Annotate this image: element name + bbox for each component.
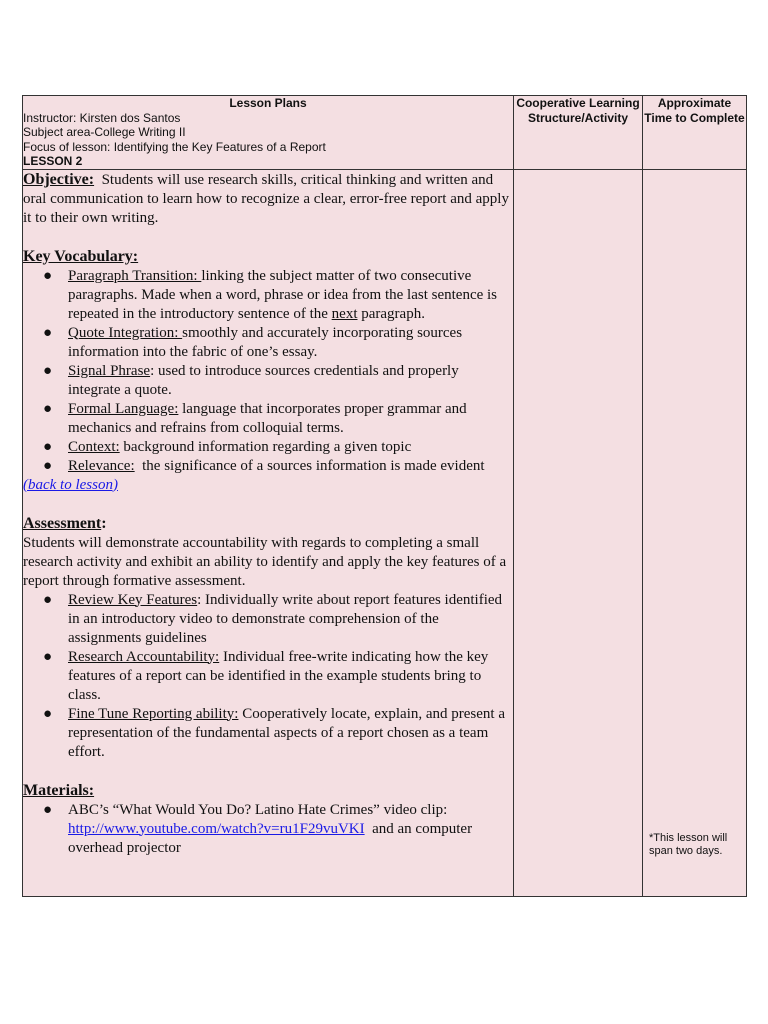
materials-heading: Materials: [23, 781, 95, 799]
objective-text: Students will use research skills, critical thinking and written and oral communication to learn how to recognize a clear, error-free report and apply it to their own writing. [23, 171, 509, 226]
lesson-duration-note: *This lesson will span two days. [649, 831, 728, 857]
header-main-cell [23, 96, 514, 170]
materials-list [23, 801, 513, 858]
vocabulary-list [23, 267, 513, 476]
lesson-plans-title: Lesson Plans [229, 96, 307, 110]
list-item: ● Quote Integration: smoothly and accurately incorporating sources information into the fabric of one’s essay. [43, 324, 463, 360]
cooperative-learning-header: Cooperative Learning Structure/Activity [514, 96, 643, 170]
header-row [23, 96, 747, 170]
list-item: ● Formal Language: language that incorporates proper grammar and mechanics and refrains from colloquial terms. [43, 400, 467, 436]
list-item: ● Research Accountability: Individual free-write indicating how the key features of a report can be identified in the example students bring to class. [43, 648, 489, 703]
instructor-line: Instructor: Kirsten dos Santos [23, 110, 181, 125]
materials-section [23, 781, 513, 858]
cooperative-learning-cell [514, 169, 643, 896]
lesson-number: LESSON 2 [23, 154, 83, 168]
list-item: ● Fine Tune Reporting ability: Cooperatively locate, explain, and present a representation of the fundamental aspects of a report chosen as a team effort. [43, 705, 506, 760]
objective-heading: Objective: [23, 170, 95, 188]
vocabulary-heading: Key Vocabulary: [23, 247, 139, 265]
assessment-section: Assessment: Students will demonstrate accountability with regards to completing a small research activity and exhibit an ability to identify and apply the key features of a report through formative assessment. ● Review Key Features: Individually write about report features identified in an introductory video to demonstrate comprehension of the assignments guidelines ● Research Accountability: Individual free-write indicating how the key features of a report can be identified in the example students bring to class. ● Fine Tune Reporting ability: Cooperatively locate, explain, and present a representation of the fundamental aspects of a report chosen as a team effort. [23, 514, 513, 762]
approximate-time-cell [643, 169, 747, 896]
subject-line: Subject area-College Writing II [23, 125, 186, 139]
assessment-heading: Assessment [23, 514, 102, 532]
list-item: ● Relevance: the significance of a sources information is made evident [43, 457, 485, 474]
lesson-content-cell [23, 169, 514, 896]
vocabulary-section [23, 247, 513, 495]
focus-line: Focus of lesson: Identifying the Key Features of a Report [23, 139, 326, 154]
content-row [23, 169, 747, 896]
lesson-plan-table [22, 95, 747, 897]
objective-section [23, 170, 513, 228]
approximate-time-header: Approximate Time to Complete [643, 96, 747, 170]
assessment-text: Students will demonstrate accountability with regards to completing a small research activity and exhibit an ability to identify and apply the key features of a report through formative assessment. [23, 534, 507, 589]
list-item: ● Signal Phrase: used to introduce sources credentials and properly integrate a quote. [43, 362, 459, 398]
back-to-lesson-link[interactable]: (back to lesson) [23, 476, 118, 493]
list-item: ● Context: background information regarding a given topic [43, 438, 412, 455]
list-item: ● Paragraph Transition: linking the subject matter of two consecutive paragraphs. Made when a word, phrase or idea from the last sentence is repeated in the introductory sentence of the next paragraph. [43, 267, 498, 322]
assessment-list [23, 591, 513, 762]
video-link[interactable]: http://www.youtube.com/watch?v=ru1F29vuVKI [68, 820, 365, 837]
list-item: ● Review Key Features: Individually write about report features identified in an introductory video to demonstrate comprehension of the assignments guidelines [43, 591, 503, 646]
list-item: ● ABC’s “What Would You Do? Latino Hate Crimes” video clip: http://www.youtube.com/watch?v=ru1F29vuVKI and an computer overhead projector [43, 801, 476, 856]
